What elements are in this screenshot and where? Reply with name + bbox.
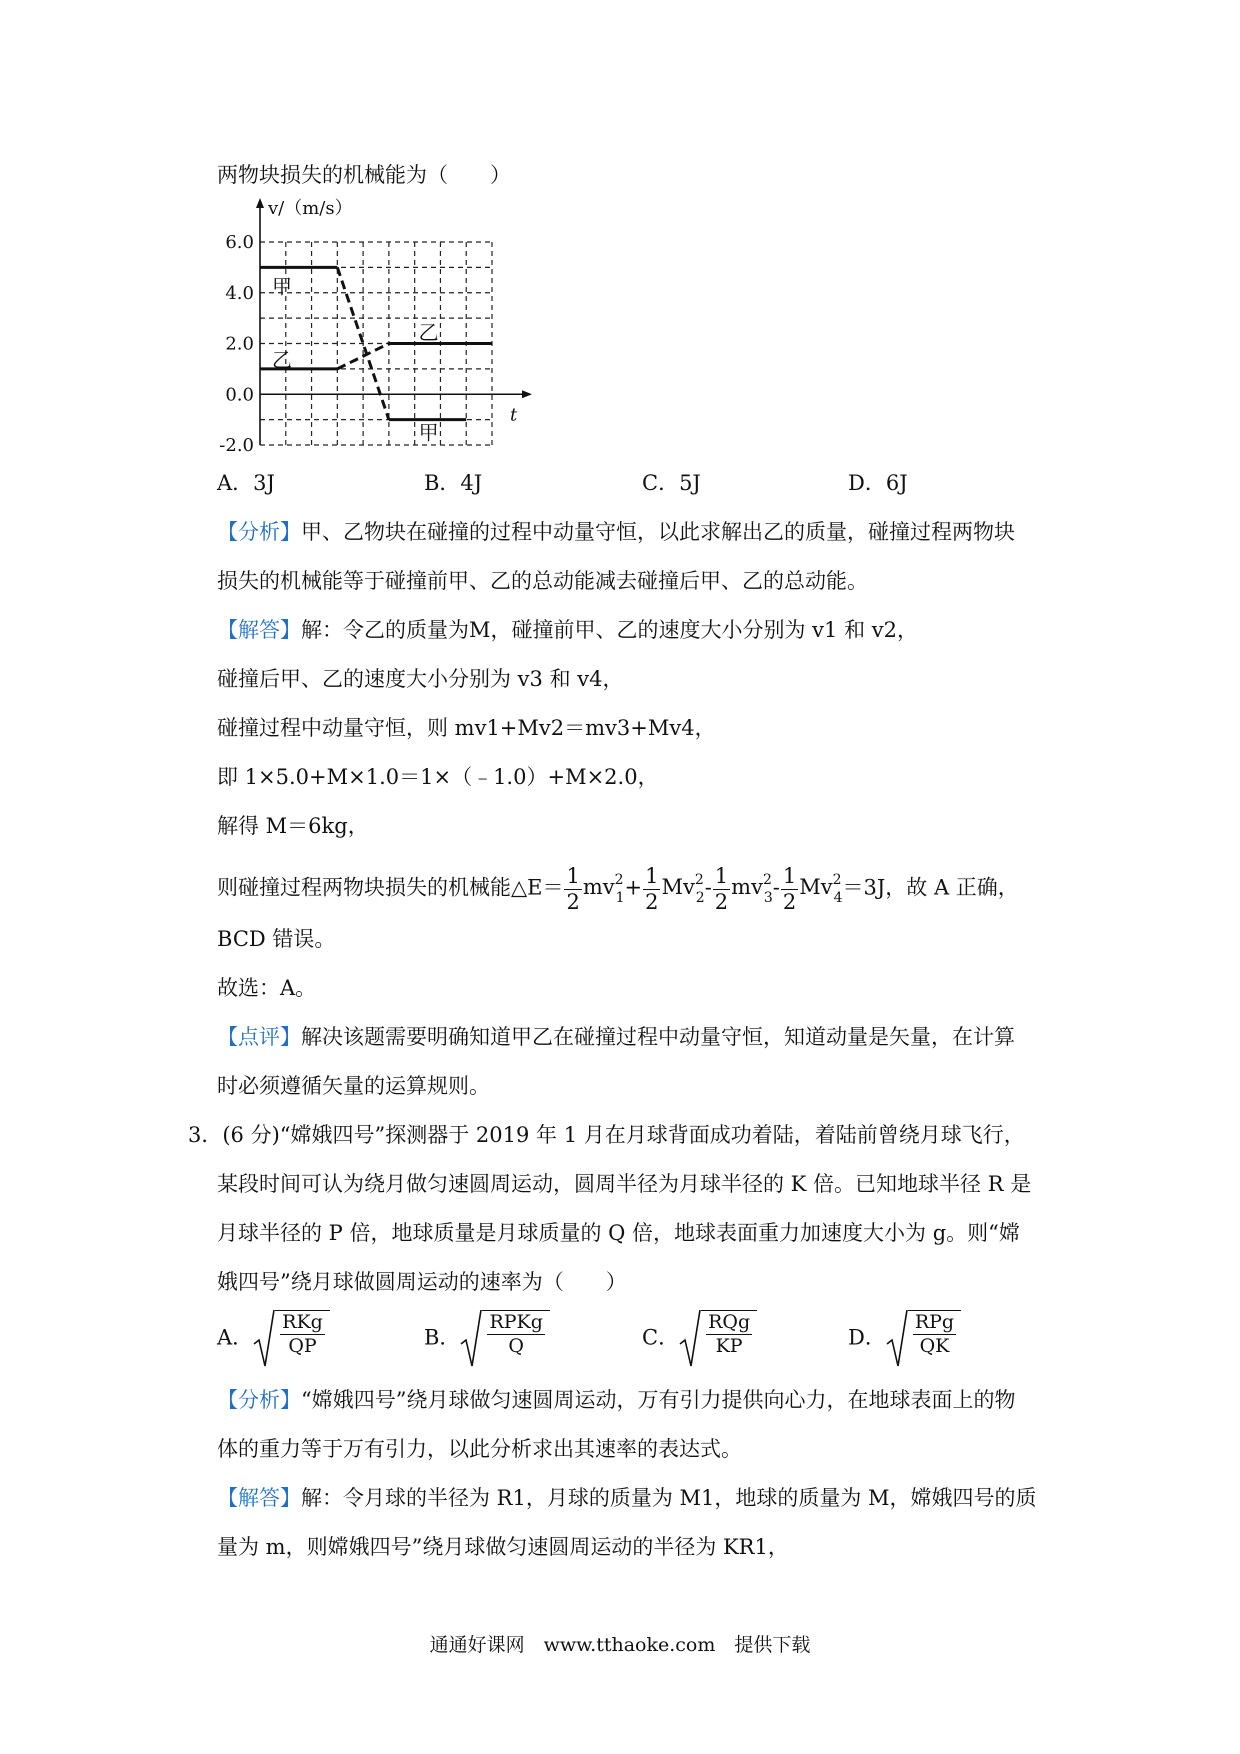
answer-line-1: 【解答】解：令乙的质量为M，碰撞前甲、乙的速度大小分别为 v1 和 v2， bbox=[217, 618, 918, 642]
series-jia-label-after: 甲 bbox=[418, 420, 439, 445]
analysis-line-1: 【分析】甲、乙物块在碰撞的过程中动量守恒，以此求解出乙的质量，碰撞过程两物块 bbox=[217, 520, 1015, 544]
option-d: D．6J bbox=[848, 471, 908, 495]
option-c: C．5J bbox=[642, 471, 701, 495]
chart-marks bbox=[260, 267, 492, 444]
answer-line-4: 即 1×5.0+M×1.0＝1×（﹣1.0）+M×2.0， bbox=[217, 765, 659, 789]
chart-ticks bbox=[219, 232, 254, 456]
velocity-time-chart bbox=[214, 196, 544, 456]
y-tick-label: 6.0 bbox=[225, 232, 254, 253]
answer-tag: 【解答】 bbox=[217, 618, 301, 642]
q3-line-4: 娥四号”绕月球做圆周运动的速率为（ ） bbox=[217, 1270, 627, 1294]
y-tick-label: -2.0 bbox=[219, 435, 254, 456]
series-yi-transition bbox=[337, 344, 389, 369]
q3-answer-line-2: 量为 m，则嫦娥四号”绕月球做匀速圆周运动的半径为 KR1， bbox=[217, 1535, 789, 1559]
chart-axes bbox=[256, 198, 532, 445]
answer-line-3: 碰撞过程中动量守恒，则 mv1+Mv2＝mv3+Mv4， bbox=[217, 716, 716, 740]
comment-line-1: 【点评】解决该题需要明确知道甲乙在碰撞过程中动量守恒，知道动量是矢量，在计算 bbox=[217, 1025, 1015, 1049]
y-tick-label: 0.0 bbox=[225, 384, 254, 406]
y-tick-label: 2.0 bbox=[225, 333, 254, 355]
x-axis-arrow bbox=[522, 390, 532, 398]
y-axis-arrow bbox=[256, 198, 264, 208]
q3-option-d: D． $\frac{\text{RPg}}{QK}$ bbox=[848, 1310, 961, 1368]
question-stem: 两物块损失的机械能为（ ） bbox=[217, 163, 511, 187]
q3-line-3: 月球半径的 P 倍，地球质量是月球质量的 Q 倍，地球表面重力加速度大小为 g。则“嫦 bbox=[217, 1221, 1020, 1245]
x-axis-label: t bbox=[510, 404, 518, 426]
comment-line-2: 时必须遵循矢量的运算规则。 bbox=[217, 1074, 490, 1098]
q3-option-a: A． $\frac{\text{RKg}}{QP}$ bbox=[217, 1310, 330, 1368]
energy-equation-line: 则碰撞过程两物块损失的机械能△E＝ $\frac{1}{2}$ $mv^2_1+$ $\frac{1}{2}$ $Mv^2_2-$ $\frac{1}{2}$ $mv^2_3-$ $\frac{1}{2}$ $Mv^2_4=3J$，故 A 正确， bbox=[217, 863, 1019, 914]
series-yi-label-after: 乙 bbox=[418, 320, 439, 345]
series-yi-label-before: 乙 bbox=[272, 347, 292, 372]
q3-option-b: B． $\frac{\text{RPKg}}{Q}$ bbox=[424, 1310, 550, 1368]
answer-line-2: 碰撞后甲、乙的速度大小分别为 v3 和 v4， bbox=[217, 667, 624, 691]
series-jia-label-before: 甲 bbox=[272, 274, 292, 299]
q3-line-1: 3．(6 分)“嫦娥四号”探测器于 2019 年 1 月在月球背面成功着陆，着陆前曾绕月球飞行， bbox=[188, 1123, 1025, 1147]
q3-analysis-line-2: 体的重力等于万有引力，以此分析求出其速率的表达式。 bbox=[217, 1437, 742, 1461]
y-axis-label: v/（m/s） bbox=[268, 198, 353, 219]
answer-line-7: BCD 错误。 bbox=[217, 927, 336, 951]
q3-analysis-line-1: 【分析】“嫦娥四号”绕月球做匀速圆周运动，万有引力提供向心力，在地球表面上的物 bbox=[217, 1388, 1016, 1412]
comment-tag: 【点评】 bbox=[217, 1025, 301, 1049]
q3-analysis-tag: 【分析】 bbox=[217, 1388, 301, 1412]
answer-line-5: 解得 M＝6kg， bbox=[217, 814, 369, 838]
page-footer: 通通好课网 www.tthaoke.com 提供下载 bbox=[429, 1634, 811, 1656]
analysis-tag: 【分析】 bbox=[217, 520, 301, 544]
option-b: B．4J bbox=[424, 471, 483, 495]
q3-answer-line-1: 【解答】解：令月球的半径为 R1，月球的质量为 M1，地球的质量为 M，嫦娥四号的质 bbox=[217, 1486, 1037, 1510]
y-tick-label: 4.0 bbox=[225, 282, 254, 304]
analysis-line-2: 损失的机械能等于碰撞前甲、乙的总动能减去碰撞后甲、乙的总动能。 bbox=[217, 569, 868, 593]
q3-line-2: 某段时间可认为绕月做匀速圆周运动，圆周半径为月球半径的 K 倍。已知地球半径 R 是 bbox=[217, 1172, 1032, 1196]
q3-answer-tag: 【解答】 bbox=[217, 1486, 301, 1510]
option-a: A．3J bbox=[217, 471, 275, 495]
answer-line-8: 故选：A。 bbox=[217, 976, 317, 1000]
q3-option-c: C． $\frac{\text{RQg}}{KP}$ bbox=[642, 1310, 757, 1368]
